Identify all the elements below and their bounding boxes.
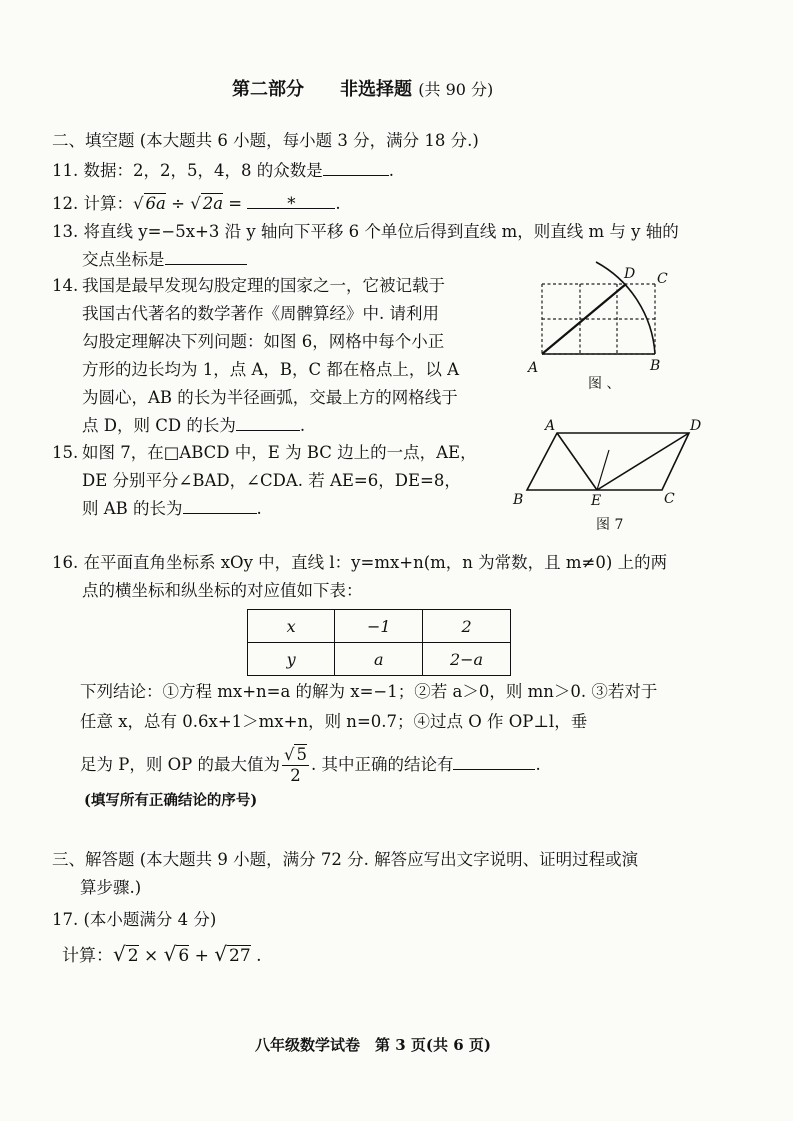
arc [596, 262, 655, 354]
point-label-d: D [690, 418, 702, 434]
table-cell: 2 [423, 610, 511, 643]
point-label-a: A [528, 360, 539, 376]
point-label-b: B [513, 492, 524, 508]
question-11: 11. 数据：2，2，5，4，8 的众数是 . [52, 161, 394, 180]
table-cell: y [248, 643, 335, 676]
question-16-conclusion-3: 足为 P，则 OP 的最大值为 $\frac{√ 5}{2}$ . 其中正确的结论有 . [80, 745, 541, 785]
point-label-b: B [650, 358, 661, 374]
point-label-c: C [657, 271, 668, 287]
table-cell: a [335, 643, 423, 676]
question-17-expression: 计算：√ 2 × √ 6 + √ 27 . [62, 942, 262, 966]
table-cell: 2−a [423, 643, 511, 676]
answer-blank [165, 250, 247, 265]
figure-7-caption: 图 7 [596, 517, 624, 533]
question-16-line-2: 点的横坐标和纵坐标的对应值如下表： [82, 581, 363, 600]
section-heading-answer-line-2: 算步骤.) [80, 878, 142, 897]
question-16-note: (填写所有正确结论的序号) [84, 792, 258, 809]
question-12: 12. 计算：√ 6a ÷ √ 2a = * . [52, 194, 341, 213]
answer-blank: * [247, 194, 335, 209]
question-14-line: 我国是最早发现勾股定理的国家之一，它被记载于 [82, 276, 445, 295]
point-label-c: C [664, 491, 675, 507]
page-footer: 八年级数学试卷 第 3 页(共 6 页) [255, 1036, 491, 1054]
question-14-line-last: 点 D，则 CD 的长为 . [82, 416, 306, 435]
section-heading-answer: 三、解答题 (本大题共 9 小题，满分 72 分. 解答应写出文字说明、证明过程或演 [52, 850, 639, 869]
answer-blank [323, 161, 389, 176]
point-label-d: D [624, 266, 636, 282]
sqrt-sign: √ [190, 194, 201, 213]
table-cell: x [248, 610, 335, 643]
answer-blank [183, 499, 257, 514]
answer-blank [236, 416, 300, 431]
question-16-conclusion-1: 下列结论：①方程 mx+n=a 的解为 x=−1；②若 a＞0，则 mn＞0. ③若对于 [80, 682, 658, 701]
question-15-line: DE 分别平分∠BAD，∠CDA. 若 AE=6，DE=8， [82, 471, 461, 490]
question-14-line: 勾股定理解决下列问题：如图 6，网格中每个小正 [82, 332, 445, 351]
question-15-line: 如图 7，在□ABCD 中，E 为 BC 边上的一点，AE， [82, 443, 477, 462]
section-heading-fill-in: 二、填空题 (本大题共 6 小题，每小题 3 分，满分 18 分.) [52, 131, 479, 150]
sqrt-sign: √ [133, 194, 144, 213]
value-table [247, 609, 511, 676]
segment-extra [597, 450, 609, 490]
page-title: 第二部分 非选择题 (共 90 分) [232, 79, 494, 100]
question-14-line: 我国古代著名的数学著作《周髀算经》中. 请利用 [82, 304, 439, 323]
question-17-title: 17. (本小题满分 4 分) [52, 910, 217, 929]
segment-AD [542, 284, 626, 354]
segment-AE [557, 433, 597, 490]
table-row [248, 643, 511, 676]
question-16-conclusion-2: 任意 x，总有 0.6x+1＞mx+n，则 n=0.7；④过点 O 作 OP⊥l，垂 [80, 712, 588, 731]
table-cell: −1 [335, 610, 423, 643]
fraction-sqrt5-over-2: $\frac{√ 5}{2}$ [283, 745, 307, 785]
question-14-number: 14. [52, 276, 79, 295]
question-14-line: 方形的边长均为 1，点 A，B，C 都在格点上，以 A [82, 360, 460, 379]
question-15-number: 15. [52, 443, 79, 462]
question-13: 13. 将直线 y=−5x+3 沿 y 轴向下平移 6 个单位后得到直线 m，则直线 m 与 y 轴的 [52, 222, 679, 241]
table-row [248, 610, 511, 643]
segment-DE [597, 433, 689, 490]
parallelogram-abcd [527, 433, 689, 490]
answer-blank [453, 755, 535, 770]
point-label-a: A [545, 418, 556, 434]
question-15-line-last: 则 AB 的长为 . [82, 499, 262, 518]
question-16: 16. 在平面直角坐标系 xOy 中，直线 l：y=mx+n(m，n 为常数，且 m≠0) 上的两 [52, 553, 668, 572]
figure-6-caption: 图 、 [588, 376, 621, 392]
question-13-line-2: 交点坐标是 [82, 250, 247, 270]
question-14-line: 为圆心，AB 的长为半径画弧，交最上方的网格线于 [82, 388, 458, 407]
point-label-e: E [591, 493, 602, 509]
